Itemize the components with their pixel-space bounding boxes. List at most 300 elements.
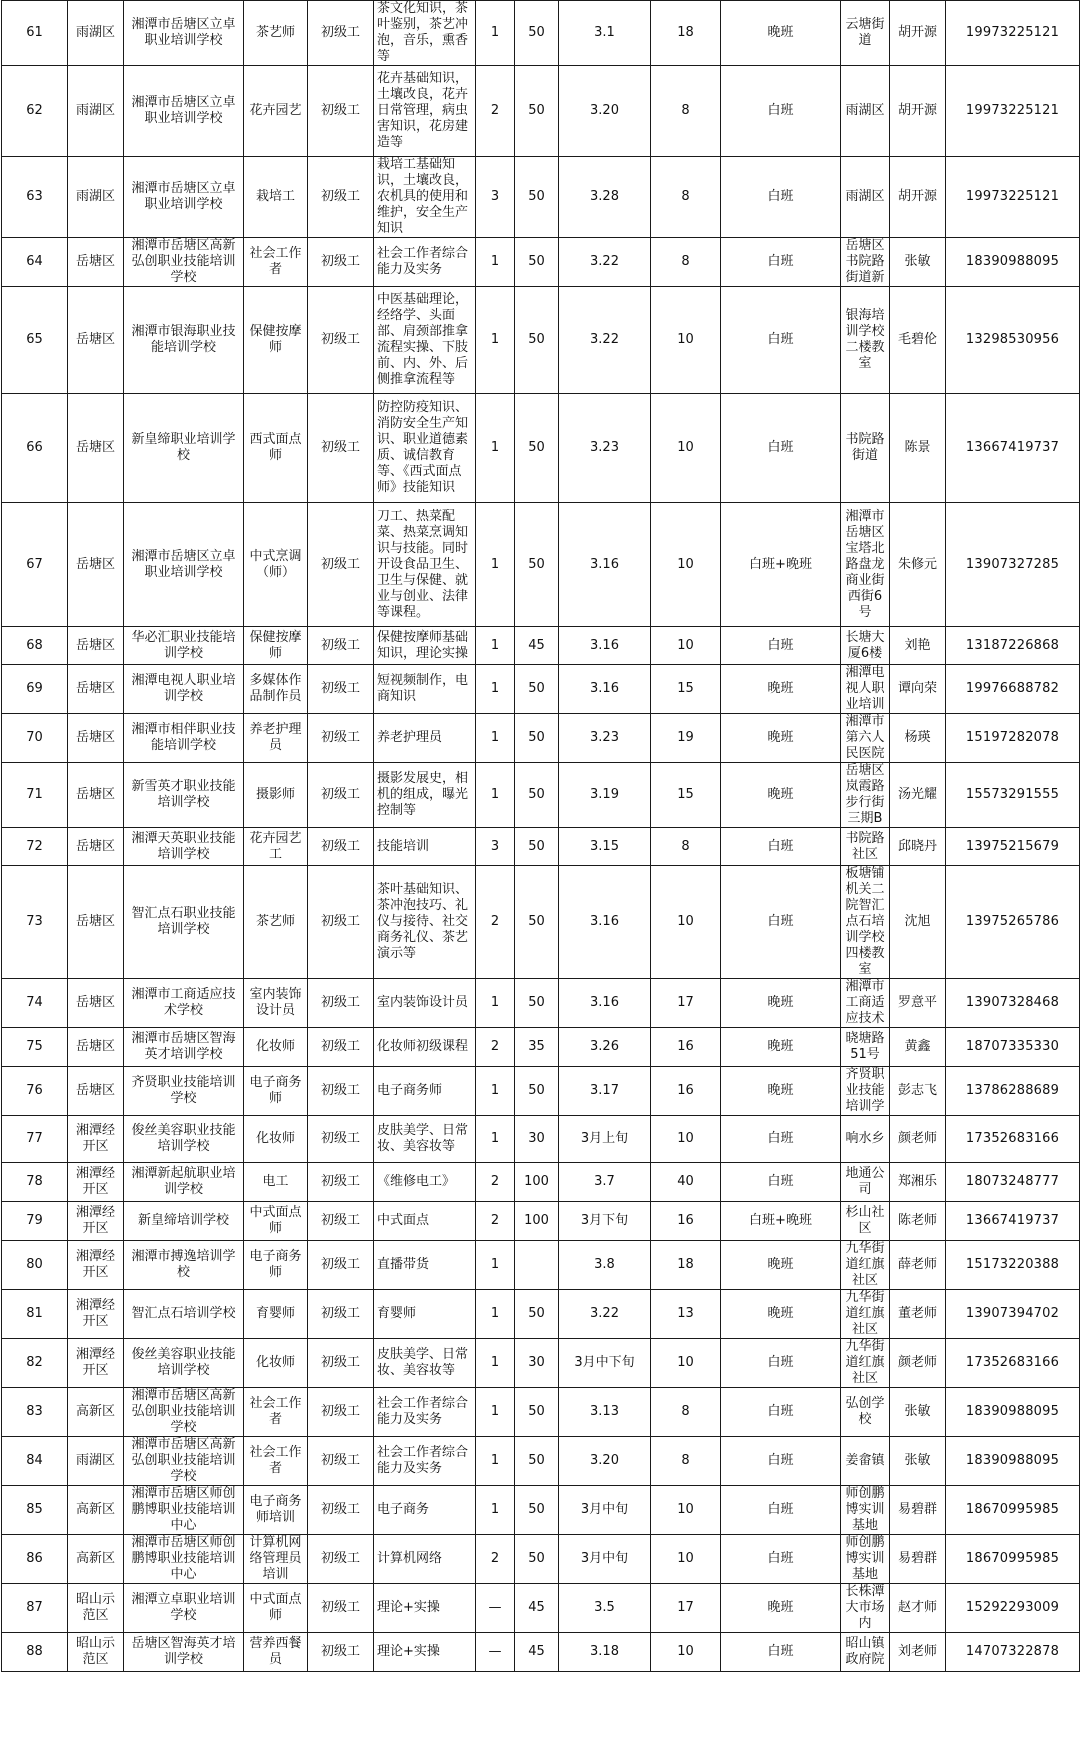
class-count-cell: 1 — [476, 1116, 515, 1163]
training-place-cell: 书院路社区 — [841, 828, 890, 866]
row-number-cell: 82 — [2, 1339, 68, 1388]
shift-cell: 晚班 — [721, 1067, 841, 1116]
training-school-cell: 湘潭市岳塘区师创鹏博职业技能培训中心 — [124, 1535, 244, 1584]
training-place-cell: 师创鹏博实训基地 — [841, 1535, 890, 1584]
start-date-cell: 3.17 — [559, 1067, 651, 1116]
trainee-count-cell: 30 — [515, 1339, 559, 1388]
training-place-cell: 岳塘区书院路街道新 — [841, 238, 890, 287]
table-row — [2, 394, 1080, 503]
class-count-cell: 1 — [476, 979, 515, 1028]
training-days-cell: 8 — [651, 1388, 721, 1437]
table-row — [2, 66, 1080, 157]
shift-cell: 晚班 — [721, 1028, 841, 1067]
shift-cell: 晚班 — [721, 763, 841, 828]
table-row — [2, 1290, 1080, 1339]
training-school-cell: 湘潭市岳塘区智海英才培训学校 — [124, 1028, 244, 1067]
training-place-cell: 湘潭电视人职业培训 — [841, 665, 890, 714]
start-date-cell: 3.28 — [559, 157, 651, 238]
shift-cell: 白班 — [721, 238, 841, 287]
class-count-cell: 2 — [476, 866, 515, 979]
training-content-cell: 室内装饰设计员 — [374, 979, 476, 1028]
class-count-cell: 2 — [476, 1535, 515, 1584]
contact-phone-cell: 13907327285 — [946, 503, 1080, 627]
training-place-cell: 地通公司 — [841, 1163, 890, 1202]
contact-phone-cell: 18390988095 — [946, 1437, 1080, 1486]
training-school-cell: 齐贤职业技能培训学校 — [124, 1067, 244, 1116]
skill-level-cell: 初级工 — [308, 665, 374, 714]
training-days-cell: 8 — [651, 828, 721, 866]
training-days-cell: 10 — [651, 1339, 721, 1388]
row-number-cell: 81 — [2, 1290, 68, 1339]
course-name-cell: 养老护理员 — [244, 714, 308, 763]
start-date-cell: 3.15 — [559, 828, 651, 866]
training-days-cell: 8 — [651, 157, 721, 238]
row-number-cell: 74 — [2, 979, 68, 1028]
training-content-cell: 保健按摩师基础知识，理论实操 — [374, 627, 476, 665]
contact-phone-cell: 18073248777 — [946, 1163, 1080, 1202]
district-cell: 雨湖区 — [68, 157, 124, 238]
class-count-cell: 1 — [476, 1437, 515, 1486]
table-row — [2, 1633, 1080, 1672]
row-number-cell: 84 — [2, 1437, 68, 1486]
training-days-cell: 18 — [651, 1, 721, 66]
skill-level-cell: 初级工 — [308, 503, 374, 627]
table-row — [2, 503, 1080, 627]
course-name-cell: 多媒体作品制作员 — [244, 665, 308, 714]
training-content-cell: 化妆师初级课程 — [374, 1028, 476, 1067]
training-school-cell: 湘潭市岳塘区立卓职业培训学校 — [124, 503, 244, 627]
training-place-cell: 师创鹏博实训基地 — [841, 1486, 890, 1535]
shift-cell: 白班 — [721, 66, 841, 157]
shift-cell: 晚班 — [721, 1290, 841, 1339]
contact-phone-cell: 15197282078 — [946, 714, 1080, 763]
row-number-cell: 87 — [2, 1584, 68, 1633]
shift-cell: 白班 — [721, 157, 841, 238]
training-school-cell: 新雪英才职业技能培训学校 — [124, 763, 244, 828]
district-cell: 岳塘区 — [68, 627, 124, 665]
skill-level-cell: 初级工 — [308, 979, 374, 1028]
training-days-cell: 8 — [651, 66, 721, 157]
table-row — [2, 665, 1080, 714]
training-school-cell: 俊丝美容职业技能培训学校 — [124, 1116, 244, 1163]
row-number-cell: 85 — [2, 1486, 68, 1535]
training-place-cell: 昭山镇政府院 — [841, 1633, 890, 1672]
start-date-cell: 3.22 — [559, 287, 651, 394]
contact-phone-cell: 18670995985 — [946, 1535, 1080, 1584]
trainee-count-cell: 45 — [515, 627, 559, 665]
row-number-cell: 68 — [2, 627, 68, 665]
table-row — [2, 157, 1080, 238]
trainee-count-cell: 50 — [515, 665, 559, 714]
course-name-cell: 摄影师 — [244, 763, 308, 828]
shift-cell: 白班 — [721, 1535, 841, 1584]
district-cell: 岳塘区 — [68, 238, 124, 287]
row-number-cell: 71 — [2, 763, 68, 828]
table-row — [2, 287, 1080, 394]
training-days-cell: 8 — [651, 238, 721, 287]
row-number-cell: 70 — [2, 714, 68, 763]
course-name-cell: 茶艺师 — [244, 1, 308, 66]
trainee-count-cell: 50 — [515, 1437, 559, 1486]
contact-person-cell: 刘艳 — [890, 627, 946, 665]
district-cell: 岳塘区 — [68, 979, 124, 1028]
trainee-count-cell: 50 — [515, 1, 559, 66]
district-cell: 岳塘区 — [68, 287, 124, 394]
training-place-cell: 湘潭市岳塘区宝塔北路盘龙商业街西街6号 — [841, 503, 890, 627]
training-place-cell: 齐贤职业技能培训学 — [841, 1067, 890, 1116]
shift-cell: 白班 — [721, 1437, 841, 1486]
contact-phone-cell: 13975215679 — [946, 828, 1080, 866]
course-name-cell: 营养西餐员 — [244, 1633, 308, 1672]
training-days-cell: 40 — [651, 1163, 721, 1202]
course-name-cell: 中式烹调（师） — [244, 503, 308, 627]
training-place-cell: 长塘大厦6楼 — [841, 627, 890, 665]
course-name-cell: 西式面点师 — [244, 394, 308, 503]
training-days-cell: 10 — [651, 287, 721, 394]
course-name-cell: 电子商务师 — [244, 1241, 308, 1290]
class-count-cell: 1 — [476, 1486, 515, 1535]
class-count-cell: 1 — [476, 394, 515, 503]
training-days-cell: 10 — [651, 866, 721, 979]
training-place-cell: 雨湖区 — [841, 157, 890, 238]
row-number-cell: 61 — [2, 1, 68, 66]
trainee-count-cell: 100 — [515, 1202, 559, 1241]
contact-phone-cell: 15573291555 — [946, 763, 1080, 828]
shift-cell: 白班+晚班 — [721, 503, 841, 627]
course-name-cell: 中式面点师 — [244, 1584, 308, 1633]
course-name-cell: 化妆师 — [244, 1028, 308, 1067]
training-days-cell: 17 — [651, 1584, 721, 1633]
skill-level-cell: 初级工 — [308, 1290, 374, 1339]
contact-phone-cell: 15173220388 — [946, 1241, 1080, 1290]
start-date-cell: 3.23 — [559, 394, 651, 503]
trainee-count-cell: 100 — [515, 1163, 559, 1202]
district-cell: 岳塘区 — [68, 1067, 124, 1116]
district-cell: 岳塘区 — [68, 1028, 124, 1067]
training-content-cell: 养老护理员 — [374, 714, 476, 763]
course-name-cell: 室内装饰设计员 — [244, 979, 308, 1028]
trainee-count-cell: 50 — [515, 287, 559, 394]
start-date-cell: 3.18 — [559, 1633, 651, 1672]
row-number-cell: 69 — [2, 665, 68, 714]
table-row — [2, 1116, 1080, 1163]
class-count-cell: 1 — [476, 1067, 515, 1116]
shift-cell: 晚班 — [721, 1584, 841, 1633]
trainee-count-cell: 35 — [515, 1028, 559, 1067]
start-date-cell: 3月下旬 — [559, 1202, 651, 1241]
class-count-cell: 1 — [476, 1339, 515, 1388]
training-place-cell: 板塘铺机关二院智汇点石培训学校四楼教室 — [841, 866, 890, 979]
skill-level-cell: 初级工 — [308, 1388, 374, 1437]
class-count-cell: 2 — [476, 1202, 515, 1241]
district-cell: 岳塘区 — [68, 763, 124, 828]
course-name-cell: 保健按摩师 — [244, 627, 308, 665]
shift-cell: 白班 — [721, 394, 841, 503]
training-content-cell: 电子商务师 — [374, 1067, 476, 1116]
contact-person-cell: 刘老师 — [890, 1633, 946, 1672]
table-body — [2, 1, 1080, 1672]
start-date-cell: 3.22 — [559, 238, 651, 287]
table-row — [2, 828, 1080, 866]
skill-level-cell: 初级工 — [308, 157, 374, 238]
trainee-count-cell: 30 — [515, 1116, 559, 1163]
skill-level-cell: 初级工 — [308, 1163, 374, 1202]
training-content-cell: 中医基础理论，经络学、头面部、肩颈部推拿流程实操、下肢前、内、外、后侧推拿流程等 — [374, 287, 476, 394]
row-number-cell: 78 — [2, 1163, 68, 1202]
course-name-cell: 社会工作者 — [244, 1388, 308, 1437]
class-count-cell: 1 — [476, 1388, 515, 1437]
row-number-cell: 66 — [2, 394, 68, 503]
shift-cell: 晚班 — [721, 1241, 841, 1290]
start-date-cell: 3.16 — [559, 627, 651, 665]
contact-person-cell: 毛碧伦 — [890, 287, 946, 394]
table-row — [2, 1067, 1080, 1116]
class-count-cell: 2 — [476, 1163, 515, 1202]
course-name-cell: 栽培工 — [244, 157, 308, 238]
contact-person-cell: 张敏 — [890, 238, 946, 287]
class-count-cell: 1 — [476, 1290, 515, 1339]
training-school-cell: 湘潭电视人职业培训学校 — [124, 665, 244, 714]
training-content-cell: 育婴师 — [374, 1290, 476, 1339]
skill-level-cell: 初级工 — [308, 1241, 374, 1290]
contact-person-cell: 陈老师 — [890, 1202, 946, 1241]
course-name-cell: 社会工作者 — [244, 1437, 308, 1486]
table-row — [2, 866, 1080, 979]
skill-level-cell: 初级工 — [308, 1116, 374, 1163]
start-date-cell: 3.13 — [559, 1388, 651, 1437]
course-name-cell: 保健按摩师 — [244, 287, 308, 394]
training-school-cell: 湘潭市岳塘区师创鹏博职业技能培训中心 — [124, 1486, 244, 1535]
skill-level-cell: 初级工 — [308, 287, 374, 394]
training-days-cell: 19 — [651, 714, 721, 763]
trainee-count-cell: 50 — [515, 828, 559, 866]
contact-person-cell: 胡开源 — [890, 1, 946, 66]
shift-cell: 白班 — [721, 627, 841, 665]
trainee-count-cell: 50 — [515, 238, 559, 287]
contact-person-cell: 张敏 — [890, 1437, 946, 1486]
skill-level-cell: 初级工 — [308, 1339, 374, 1388]
row-number-cell: 62 — [2, 66, 68, 157]
district-cell: 雨湖区 — [68, 1, 124, 66]
trainee-count-cell: 50 — [515, 866, 559, 979]
contact-person-cell: 朱修元 — [890, 503, 946, 627]
skill-level-cell: 初级工 — [308, 828, 374, 866]
district-cell: 湘潭经开区 — [68, 1241, 124, 1290]
table-row — [2, 627, 1080, 665]
trainee-count-cell: 50 — [515, 1388, 559, 1437]
table-row — [2, 1241, 1080, 1290]
district-cell: 岳塘区 — [68, 828, 124, 866]
training-place-cell: 银海培训学校二楼教室 — [841, 287, 890, 394]
district-cell: 湘潭经开区 — [68, 1339, 124, 1388]
skill-level-cell: 初级工 — [308, 1028, 374, 1067]
training-days-cell: 10 — [651, 1486, 721, 1535]
training-school-cell: 湘潭立卓职业培训学校 — [124, 1584, 244, 1633]
start-date-cell: 3.19 — [559, 763, 651, 828]
class-count-cell: — — [476, 1584, 515, 1633]
contact-person-cell: 薛老师 — [890, 1241, 946, 1290]
training-days-cell: 10 — [651, 1633, 721, 1672]
contact-phone-cell: 18670995985 — [946, 1486, 1080, 1535]
course-name-cell: 化妆师 — [244, 1116, 308, 1163]
district-cell: 湘潭经开区 — [68, 1202, 124, 1241]
training-days-cell: 10 — [651, 394, 721, 503]
table-row — [2, 1437, 1080, 1486]
training-days-cell: 16 — [651, 1067, 721, 1116]
table-row — [2, 238, 1080, 287]
contact-phone-cell: 18390988095 — [946, 1388, 1080, 1437]
skill-level-cell: 初级工 — [308, 1067, 374, 1116]
row-number-cell: 64 — [2, 238, 68, 287]
start-date-cell: 3月中下旬 — [559, 1339, 651, 1388]
table-row — [2, 1339, 1080, 1388]
skill-level-cell: 初级工 — [308, 1, 374, 66]
district-cell: 岳塘区 — [68, 503, 124, 627]
training-content-cell: 电子商务 — [374, 1486, 476, 1535]
shift-cell: 晚班 — [721, 1, 841, 66]
table-row — [2, 1202, 1080, 1241]
start-date-cell: 3.16 — [559, 866, 651, 979]
training-school-cell: 湘潭市银海职业技能培训学校 — [124, 287, 244, 394]
training-school-cell: 湘潭市岳塘区高新弘创职业技能培训学校 — [124, 238, 244, 287]
training-place-cell: 弘创学校 — [841, 1388, 890, 1437]
training-content-cell: 技能培训 — [374, 828, 476, 866]
course-name-cell: 电子商务师培训 — [244, 1486, 308, 1535]
district-cell: 湘潭经开区 — [68, 1163, 124, 1202]
course-name-cell: 计算机网络管理员培训 — [244, 1535, 308, 1584]
skill-level-cell: 初级工 — [308, 394, 374, 503]
shift-cell: 白班 — [721, 866, 841, 979]
training-school-cell: 新皇缔培训学校 — [124, 1202, 244, 1241]
training-content-cell: 社会工作者综合能力及实务 — [374, 1437, 476, 1486]
row-number-cell: 83 — [2, 1388, 68, 1437]
contact-phone-cell: 13667419737 — [946, 1202, 1080, 1241]
start-date-cell: 3.23 — [559, 714, 651, 763]
contact-person-cell: 彭志飞 — [890, 1067, 946, 1116]
contact-phone-cell: 18707335330 — [946, 1028, 1080, 1067]
shift-cell: 白班+晚班 — [721, 1202, 841, 1241]
contact-person-cell: 谭向荣 — [890, 665, 946, 714]
contact-person-cell: 沈旭 — [890, 866, 946, 979]
training-content-cell: 皮肤美学、日常妆、美容妆等 — [374, 1116, 476, 1163]
contact-person-cell: 赵才师 — [890, 1584, 946, 1633]
contact-person-cell: 陈景 — [890, 394, 946, 503]
training-content-cell: 花卉基础知识，土壤改良，花卉日常管理，病虫害知识，花房建造等 — [374, 66, 476, 157]
contact-phone-cell: 15292293009 — [946, 1584, 1080, 1633]
course-name-cell: 电工 — [244, 1163, 308, 1202]
start-date-cell: 3月中旬 — [559, 1535, 651, 1584]
training-school-cell: 湘潭天英职业技能培训学校 — [124, 828, 244, 866]
training-place-cell: 晓塘路51号 — [841, 1028, 890, 1067]
contact-person-cell: 颜老师 — [890, 1116, 946, 1163]
start-date-cell: 3.5 — [559, 1584, 651, 1633]
training-school-cell: 新皇缔职业培训学校 — [124, 394, 244, 503]
skill-level-cell: 初级工 — [308, 1535, 374, 1584]
start-date-cell: 3.16 — [559, 503, 651, 627]
skill-level-cell: 初级工 — [308, 1633, 374, 1672]
shift-cell: 白班 — [721, 1339, 841, 1388]
start-date-cell: 3月上旬 — [559, 1116, 651, 1163]
training-content-cell: 直播带货 — [374, 1241, 476, 1290]
contact-person-cell: 杨瑛 — [890, 714, 946, 763]
shift-cell: 晚班 — [721, 665, 841, 714]
table-row — [2, 1486, 1080, 1535]
district-cell: 岳塘区 — [68, 394, 124, 503]
table-row — [2, 714, 1080, 763]
skill-level-cell: 初级工 — [308, 1584, 374, 1633]
skill-level-cell: 初级工 — [308, 1437, 374, 1486]
table-row — [2, 1028, 1080, 1067]
start-date-cell: 3.16 — [559, 665, 651, 714]
training-place-cell: 岳塘区岚霞路步行街三期B — [841, 763, 890, 828]
class-count-cell: 1 — [476, 714, 515, 763]
row-number-cell: 75 — [2, 1028, 68, 1067]
shift-cell: 白班 — [721, 287, 841, 394]
training-school-cell: 智汇点石培训学校 — [124, 1290, 244, 1339]
contact-phone-cell: 19976688782 — [946, 665, 1080, 714]
training-days-cell: 15 — [651, 763, 721, 828]
district-cell: 雨湖区 — [68, 66, 124, 157]
training-school-cell: 岳塘区智海英才培训学校 — [124, 1633, 244, 1672]
contact-person-cell: 张敏 — [890, 1388, 946, 1437]
district-cell: 岳塘区 — [68, 866, 124, 979]
training-days-cell: 16 — [651, 1202, 721, 1241]
contact-person-cell: 黄鑫 — [890, 1028, 946, 1067]
district-cell: 高新区 — [68, 1486, 124, 1535]
training-content-cell: 计算机网络 — [374, 1535, 476, 1584]
start-date-cell: 3月中旬 — [559, 1486, 651, 1535]
class-count-cell: 1 — [476, 238, 515, 287]
training-place-cell: 杉山社区 — [841, 1202, 890, 1241]
contact-person-cell: 董老师 — [890, 1290, 946, 1339]
class-count-cell: 1 — [476, 1, 515, 66]
trainee-count-cell: 50 — [515, 394, 559, 503]
training-content-cell: 摄影发展史，相机的组成，曝光控制等 — [374, 763, 476, 828]
row-number-cell: 76 — [2, 1067, 68, 1116]
start-date-cell: 3.22 — [559, 1290, 651, 1339]
training-place-cell: 长株潭大市场内 — [841, 1584, 890, 1633]
training-content-cell: 《维修电工》 — [374, 1163, 476, 1202]
row-number-cell: 67 — [2, 503, 68, 627]
course-name-cell: 育婴师 — [244, 1290, 308, 1339]
trainee-count-cell: 50 — [515, 714, 559, 763]
training-content-cell: 刀工、热菜配菜、热菜烹调知识与技能。同时开设食品卫生、卫生与保健、就业与创业、法律等课程。 — [374, 503, 476, 627]
contact-person-cell: 胡开源 — [890, 157, 946, 238]
class-count-cell: 3 — [476, 828, 515, 866]
training-content-cell: 中式面点 — [374, 1202, 476, 1241]
training-content-cell: 理论+实操 — [374, 1584, 476, 1633]
training-content-cell: 茶叶基础知识、茶冲泡技巧、礼仪与接待、社交商务礼仪、茶艺演示等 — [374, 866, 476, 979]
training-place-cell: 九华街道红旗社区 — [841, 1339, 890, 1388]
skill-level-cell: 初级工 — [308, 66, 374, 157]
skill-level-cell: 初级工 — [308, 763, 374, 828]
row-number-cell: 77 — [2, 1116, 68, 1163]
start-date-cell: 3.20 — [559, 66, 651, 157]
class-count-cell: 1 — [476, 287, 515, 394]
contact-phone-cell: 14707322878 — [946, 1633, 1080, 1672]
contact-phone-cell: 19973225121 — [946, 157, 1080, 238]
row-number-cell: 73 — [2, 866, 68, 979]
contact-phone-cell: 17352683166 — [946, 1116, 1080, 1163]
trainee-count-cell: 50 — [515, 763, 559, 828]
training-place-cell: 九华街道红旗社区 — [841, 1241, 890, 1290]
class-count-cell: — — [476, 1633, 515, 1672]
trainee-count-cell: 45 — [515, 1633, 559, 1672]
table-row — [2, 1535, 1080, 1584]
contact-person-cell: 易碧群 — [890, 1535, 946, 1584]
shift-cell: 晚班 — [721, 714, 841, 763]
course-name-cell: 中式面点师 — [244, 1202, 308, 1241]
